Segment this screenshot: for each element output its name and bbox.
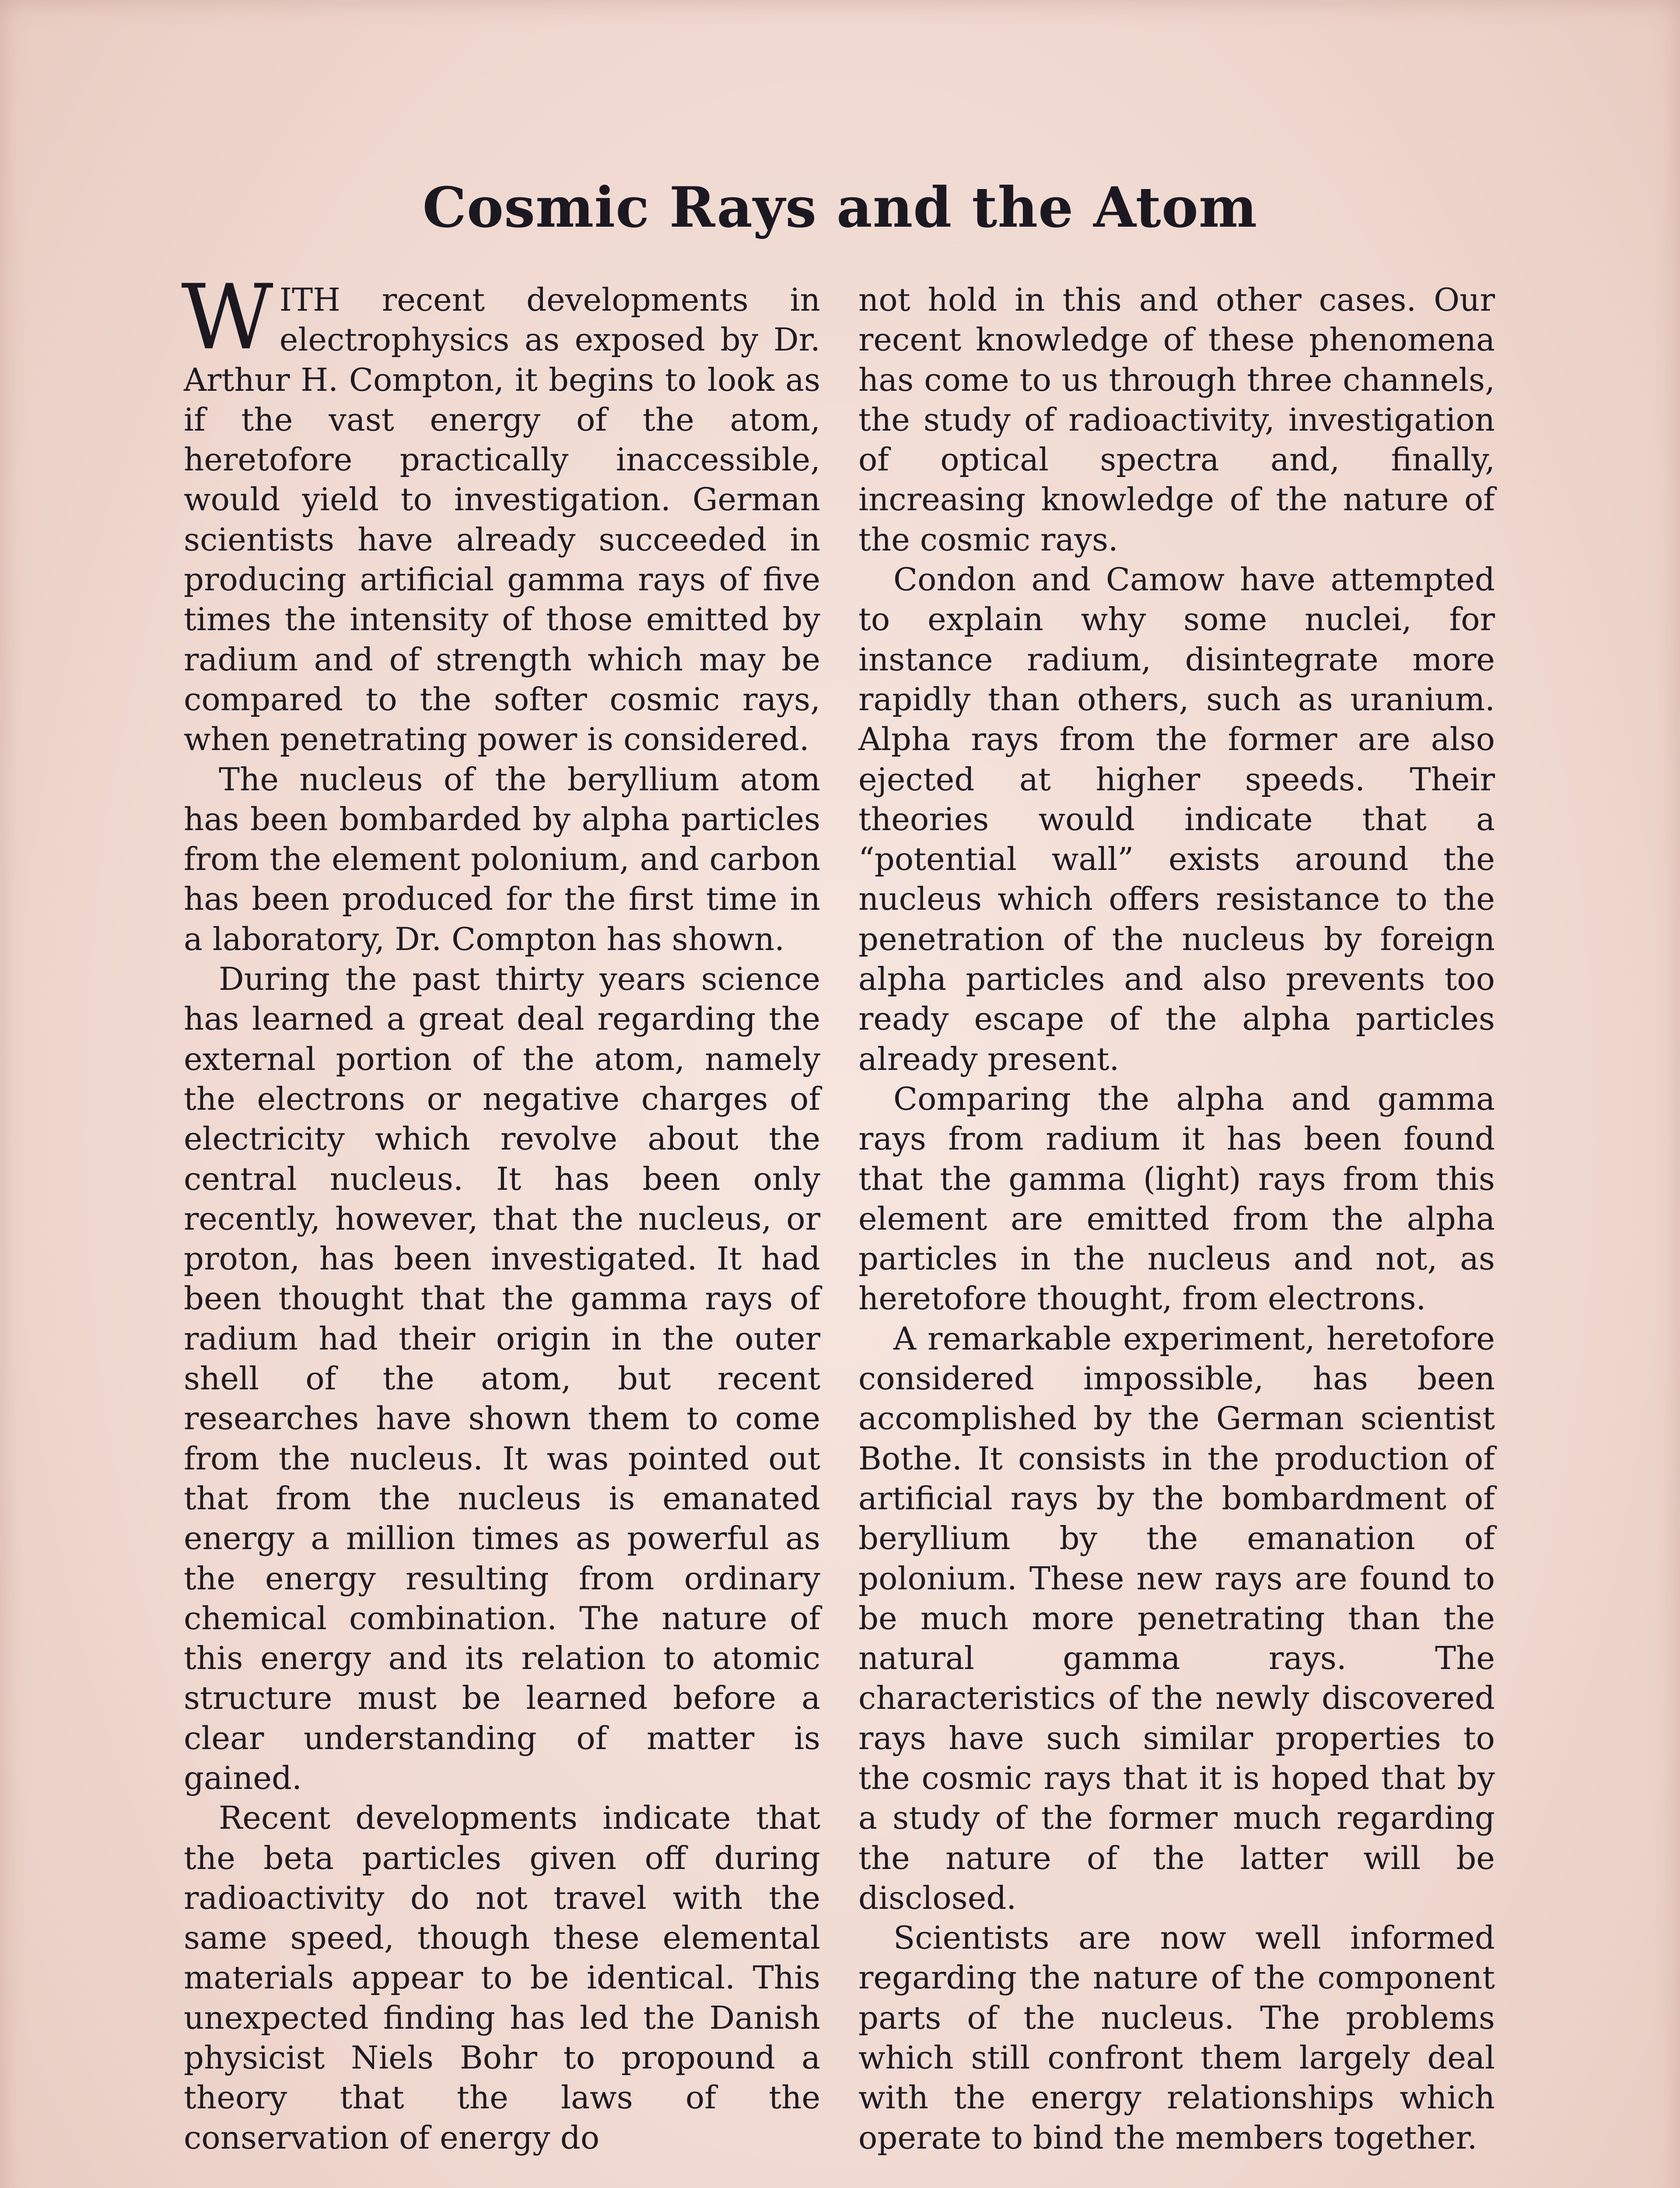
paragraph-text: ITH recent developments in electrophysics as exposed by Dr. Arthur H. Compton, it begins to look as if the vast energy of the atom, heretofore practically inaccessible, would yield to investigation. German scientists have already succeeded in producing artificial gamma rays of five times the intensity of those emitted by radium and of strength which may be compared to the softer cosmic rays, when penetrating power is considered. — [184, 281, 820, 758]
paragraph: The nucleus of the beryllium atom has been bombarded by alpha particles from the element polonium, and carbon has been produced for the first time in a laboratory, Dr. Compton has shown. — [184, 761, 820, 957]
paragraph: A remarkable experiment, heretofore considered impossible, has been accomplished by the German scientist Bothe. It consists in the production of artificial rays by the bombardment of beryllium by the emanation of polonium. These new rays are found to be much more penetrating than the natural gamma rays. The characteristics of the newly discovered rays have such similar properties to the cosmic rays that it is hoped that by a study of the former much regarding the nature of the latter will be disclosed. — [858, 1320, 1495, 1916]
paragraph: Recent developments indicate that the beta particles given off during radioactivity do not travel with the same speed, though these elemental materials appear to be identical. This unexpected finding has led the Danish physicist Niels Bohr to propound a theory that the laws of the conservation of energy do — [184, 1799, 820, 2156]
paragraph: not hold in this and other cases. Our recent knowledge of these phenomena has come to us through three channels, the study of radioactivity, investigation of optical spectra and, finally, increasing knowledge of the nature of the cosmic rays. — [858, 281, 1495, 558]
paragraph: Condon and Camow have attempted to explain why some nuclei, for instance radium, disintegrate more rapidly than others, such as uranium. Alpha rays from the former are also ejected at higher speeds. Their theories would indicate that a “potential wall” exists around the nucleus which offers resistance to the penetration of the nucleus by foreign alpha particles and also prevents too ready escape of the alpha particles already present. — [858, 561, 1495, 1077]
paragraph: Comparing the alpha and gamma rays from radium it has been found that the gamma (light) rays from this element are emitted from the alpha particles in the nucleus and not, as heretofore thought, from electrons. — [858, 1080, 1495, 1317]
paragraph: Scientists are now well informed regarding the nature of the component parts of the nucleus. The problems which still confront them largely deal with the energy relationships which operate to bind the members together. — [858, 1919, 1495, 2156]
article-title: Cosmic Rays and the Atom — [422, 175, 1258, 240]
right-column — [858, 280, 1495, 2158]
drop-cap: W — [181, 266, 273, 370]
paragraph: During the past thirty years science has learned a great deal regarding the external portion of the atom, namely the electrons or negative charges of electricity which revolve about the central nucleus. It has been only recently, however, that the nucleus, or proton, has been investigated. It had been thought that the gamma rays of radium had their origin in the outer shell of the atom, but recent researches have shown them to come from the nucleus. It was pointed out that from the nucleus is emanated energy a million times as powerful as the energy resulting from ordinary chemical combination. The nature of this energy and its relation to atomic structure must be learned before a clear understanding of matter is gained. — [184, 961, 820, 1796]
paragraph — [181, 266, 820, 760]
left-column — [181, 266, 820, 2158]
